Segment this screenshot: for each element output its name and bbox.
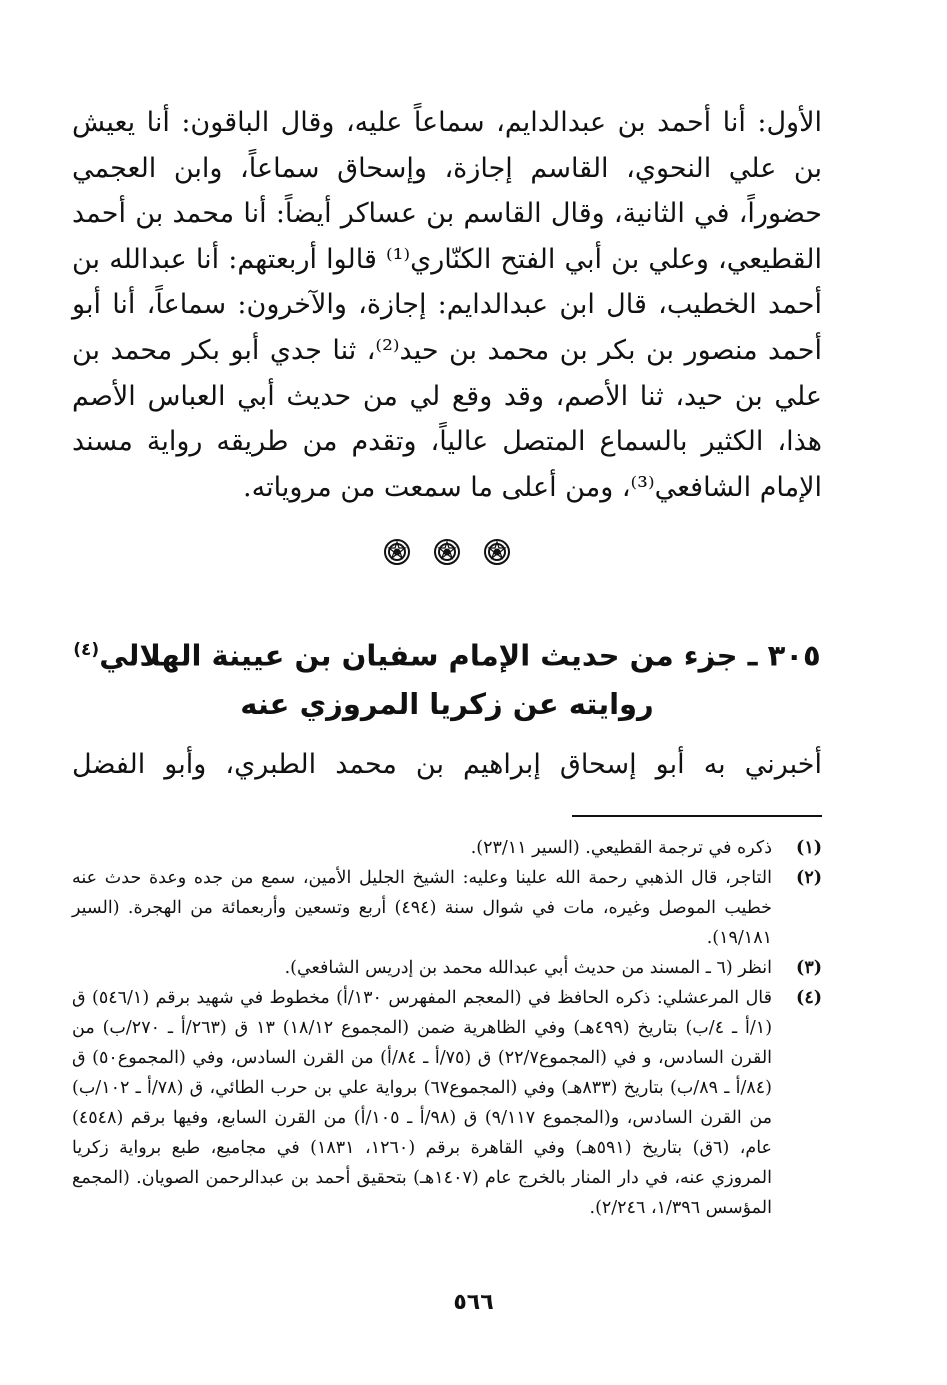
footnote-number: (٤): [796, 988, 822, 1008]
footnote-number: (٣): [796, 958, 822, 978]
heading-line-2: روايته عن زكريا المروزي عنه: [240, 687, 654, 721]
rosette-ornament-icon: [484, 539, 510, 565]
footnote-number: (١): [796, 838, 822, 858]
heading-title: ٣٠٥ ـ جزء من حديث الإمام سفيان بن عيينة الهلالي: [99, 639, 821, 673]
rosette-ornament-icon: [384, 539, 410, 565]
main-text: [72, 100, 822, 510]
footnote-number: (٢): [796, 868, 822, 888]
footnote-text: قال المرعشلي: ذكره الحافظ في (المعجم المفهرس ١٣٠/أ) مخطوط في شهيد برقم (٥٤٦/١) ق (١/أ ـ ٤/ب) بتاريخ (٤٩٩هـ) وفي الظاهرية ضمن (المجموع ١٨/١٢) ١٣ ق (٢٦٣/أ ـ ٢٧٠/ب) من القرن السادس، و في (المجموع٢٢/٧) ق (٧٥/أ ـ ٨٤/أ) من القرن السادس، وفي (المجموع٥٠) ق (٨٤/أ ـ ٨٩/ب) بتاريخ (٨٣٣هـ) وفي (المجموع٦٧) برواية علي بن حرب الطائي، ق (٧٨/أ ـ ١٠٢/ب) من القرن السادس، و(المجموع ٩/١١٧) ق (٩٨/أ ـ ١٠٥/أ) من القرن السابع، وفيها برقم (٤٥٤٨) عام، (٦ق) بتاريخ (٥٩١هـ) وفي القاهرة برقم (١٢٦٠، ١٨٣١) في مجاميع، طبع برواية زكريا المروزي عنه، في دار المنار بالخرج عام (١٤٠٧هـ) بتحقيق أحمد بن عبدالرحمن الصويان. (المجمع المؤسس ١/٣٩٦، ٢/٢٤٦).: [72, 988, 773, 1218]
book-page: [72, 100, 822, 1223]
intro-line: أخبرني به أبو إسحاق إبراهيم بن محمد الطبري، وأبو الفضل: [72, 749, 822, 780]
footnotes: [72, 833, 822, 1223]
heading-line-1: [72, 626, 822, 680]
footnote-text: انظر (٦ ـ المسند من حديث أبي عبدالله محمد بن إدريس الشافعي).: [284, 958, 772, 978]
main-paragraph: الأول: أنا أحمد بن عبدالدايم، سماعاً عليه، وقال الباقون: أنا يعيش بن علي النحوي، القاسم إجازة، وإسحاق سماعاً، وابن العجمي حضوراً، في الثانية، وقال القاسم بن عساكر أيضاً: أنا محمد بن أحمد القطيعي، وعلي بن أبي الفتح الكنّاري⁽¹⁾ قالوا أربعتهم: أنا عبدالله بن أحمد الخطيب، قال ابن عبدالدايم: إجازة، والآخرون: سماعاً، أنا أبو أحمد منصور بن بكر بن محمد بن حيد⁽²⁾، ثنا جدي أبو بكر محمد بن علي بن حيد، ثنا الأصم، وقد وقع لي من حديث أبي العباس الأصم هذا، الكثير بالسماع المتصل عالياً، وتقدم من طريقه رواية مسند الإمام الشافعي⁽³⁾، ومن أعلى ما سمعت من مروياته.: [72, 107, 822, 503]
footnote: [72, 953, 822, 983]
section-divider: [72, 532, 822, 572]
footnote-text: ذكره في ترجمة القطيعي. (السير ٢٣/١١).: [470, 838, 772, 858]
footnote-separator: [572, 815, 822, 817]
section-heading: [72, 626, 822, 728]
footnote: [72, 833, 822, 863]
footnote: [72, 863, 822, 953]
footnote: [72, 983, 822, 1223]
footnote-text: التاجر، قال الذهبي رحمة الله علينا وعليه: الشيخ الجليل الأمين، سمع من جده وعدة حدث عنه خطيب الموصل وغيره، مات في شوال سنة (٤٩٤) أربع وتسعين وأربعمائة من الهجرة. (السير ١٩/١٨١).: [72, 868, 772, 948]
rosette-ornament-icon: [434, 539, 460, 565]
page-number: ٥٦٦: [453, 1290, 494, 1315]
heading-footnote-ref: (٤): [73, 640, 100, 661]
